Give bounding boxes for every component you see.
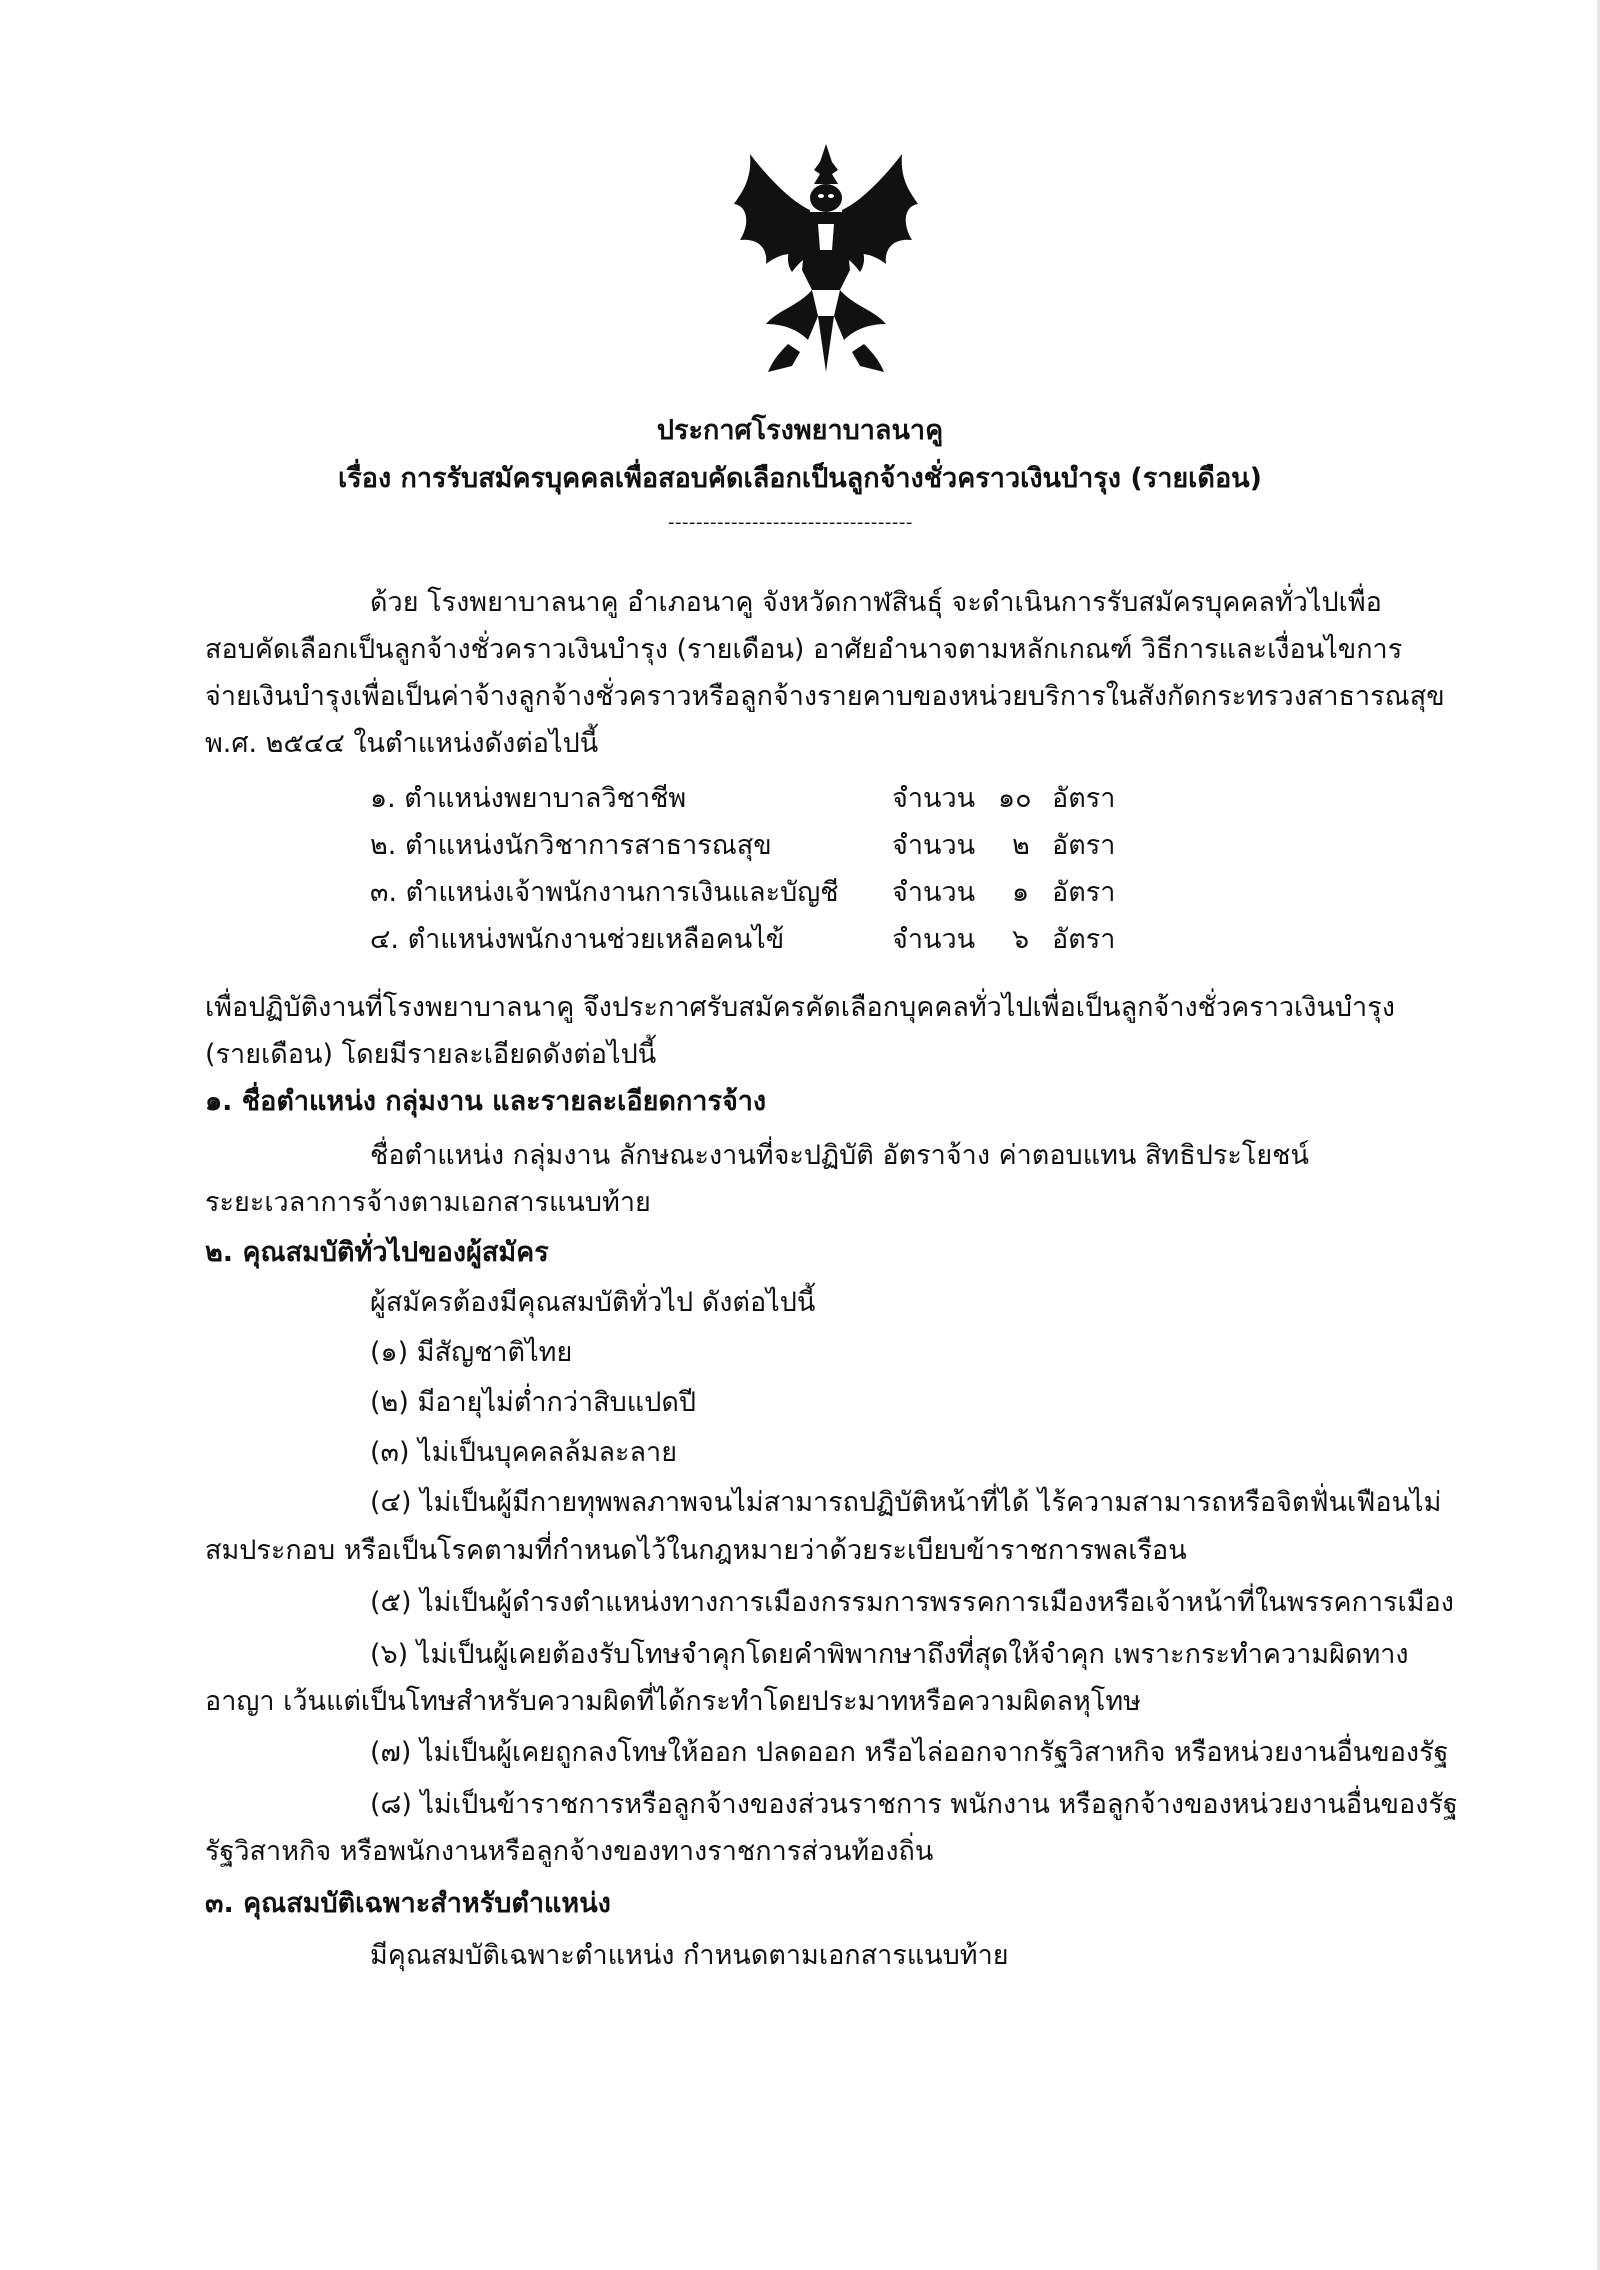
qualification-1: (๑) มีสัญชาติไทย bbox=[370, 1337, 573, 1368]
position-count-label: จำนวน bbox=[892, 783, 976, 814]
position-name: ๒. ตำแหน่งนักวิชาการสาธารณสุข bbox=[370, 830, 772, 861]
position-unit: อัตรา bbox=[1052, 783, 1116, 814]
intro-line-4: พ.ศ. ๒๕๔๔ ในตำแหน่งดังต่อไปนี้ bbox=[205, 728, 599, 759]
position-count: ๒ bbox=[1012, 830, 1030, 861]
intro-line-3: จ่ายเงินบำรุงเพื่อเป็นค่าจ้างลูกจ้างชั่วคราวหรือลูกจ้างรายคาบของหน่วยบริการในสังกัดกระทรวงสาธารณสุข bbox=[205, 681, 1445, 712]
position-count: ๑ bbox=[1012, 877, 1030, 908]
position-unit: อัตรา bbox=[1052, 877, 1116, 908]
qualification-7: (๗) ไม่เป็นผู้เคยถูกลงโทษให้ออก ปลดออก หรือไล่ออกจากรัฐวิสาหกิจ หรือหน่วยงานอื่นของรัฐ bbox=[370, 1737, 1449, 1768]
section-1-heading: ๑. ชื่อตำแหน่ง กลุ่มงาน และรายละเอียดการจ้าง bbox=[205, 1086, 767, 1117]
position-count-label: จำนวน bbox=[892, 877, 976, 908]
section-2-intro: ผู้สมัครต้องมีคุณสมบัติทั่วไป ดังต่อไปนี้ bbox=[370, 1287, 816, 1318]
qualification-8-line-2: รัฐวิสาหกิจ หรือพนักงานหรือลูกจ้างของทางราชการส่วนท้องถิ่น bbox=[205, 1836, 934, 1867]
section-1-line-2: ระยะเวลาการจ้างตามเอกสารแนบท้าย bbox=[205, 1187, 651, 1218]
section-2-heading: ๒. คุณสมบัติทั่วไปของผู้สมัคร bbox=[205, 1237, 549, 1268]
document-subject: เรื่อง การรับสมัครบุคคลเพื่อสอบคัดเลือกเป็นลูกจ้างชั่วคราวเงินบำรุง (รายเดือน) bbox=[338, 463, 1262, 494]
position-name: ๓. ตำแหน่งเจ้าพนักงานการเงินและบัญชี bbox=[370, 877, 839, 908]
qualification-4-line-2: สมประกอบ หรือเป็นโรคตามที่กำหนดไว้ในกฎหมายว่าด้วยระเบียบข้าราชการพลเรือน bbox=[205, 1535, 1187, 1566]
section-1-line-1: ชื่อตำแหน่ง กลุ่มงาน ลักษณะงานที่จะปฏิบัติ อัตราจ้าง ค่าตอบแทน สิทธิประโยชน์ bbox=[370, 1140, 1309, 1171]
position-name: ๔. ตำแหน่งพนักงานช่วยเหลือคนไข้ bbox=[370, 924, 785, 955]
intro-line-2: สอบคัดเลือกเป็นลูกจ้างชั่วคราวเงินบำรุง (รายเดือน) อาศัยอำนาจตามหลักเกณฑ์ วิธีการและเงื่อนไขการ bbox=[205, 634, 1403, 665]
qualification-4-line-1: (๔) ไม่เป็นผู้มีกายทุพพลภาพจนไม่สามารถปฏิบัติหน้าที่ได้ ไร้ความสามารถหรือจิตฟั่นเฟือนไม่ bbox=[370, 1487, 1442, 1518]
title-separator: ----------------------------------- bbox=[668, 512, 913, 533]
section-3-heading: ๓. คุณสมบัติเฉพาะสำหรับตำแหน่ง bbox=[205, 1888, 611, 1919]
purpose-line-1: เพื่อปฏิบัติงานที่โรงพยาบาลนาคู จึงประกาศรับสมัครคัดเลือกบุคคลทั่วไปเพื่อเป็นลูกจ้างชั่วคราวเงินบำรุง bbox=[205, 992, 1395, 1023]
position-unit: อัตรา bbox=[1052, 924, 1116, 955]
qualification-3: (๓) ไม่เป็นบุคคลล้มละลาย bbox=[370, 1437, 678, 1468]
qualification-8-line-1: (๘) ไม่เป็นข้าราชการหรือลูกจ้างของส่วนราชการ พนักงาน หรือลูกจ้างของหน่วยงานอื่นของรัฐ bbox=[370, 1789, 1458, 1820]
document-title: ประกาศโรงพยาบาลนาคู bbox=[656, 415, 944, 446]
qualification-5: (๕) ไม่เป็นผู้ดำรงตำแหน่งทางการเมืองกรรมการพรรคการเมืองหรือเจ้าหน้าที่ในพรรคการเมือง bbox=[370, 1587, 1454, 1618]
intro-line-1: ด้วย โรงพยาบาลนาคู อำเภอนาคู จังหวัดกาฬสินธุ์ จะดำเนินการรับสมัครบุคคลทั่วไปเพื่อ bbox=[370, 587, 1382, 618]
purpose-line-2: (รายเดือน) โดยมีรายละเอียดดังต่อไปนี้ bbox=[205, 1039, 657, 1070]
position-count-label: จำนวน bbox=[892, 830, 976, 861]
qualification-2: (๒) มีอายุไม่ต่ำกว่าสิบแปดปี bbox=[370, 1387, 697, 1418]
section-3-line-1: มีคุณสมบัติเฉพาะตำแหน่ง กำหนดตามเอกสารแนบท้าย bbox=[370, 1940, 1009, 1971]
position-count: ๑๐ bbox=[998, 783, 1032, 814]
qualification-6-line-1: (๖) ไม่เป็นผู้เคยต้องรับโทษจำคุกโดยคำพิพากษาถึงที่สุดให้จำคุก เพราะกระทำความผิดทาง bbox=[370, 1639, 1409, 1670]
position-count-label: จำนวน bbox=[892, 924, 976, 955]
garuda-emblem-icon bbox=[728, 140, 924, 380]
qualification-6-line-2: อาญา เว้นแต่เป็นโทษสำหรับความผิดที่ได้กระทำโดยประมาทหรือความผิดลหุโทษ bbox=[205, 1686, 1141, 1717]
position-count: ๖ bbox=[1012, 924, 1030, 955]
position-unit: อัตรา bbox=[1052, 830, 1116, 861]
position-name: ๑. ตำแหน่งพยาบาลวิชาชีพ bbox=[370, 783, 687, 814]
